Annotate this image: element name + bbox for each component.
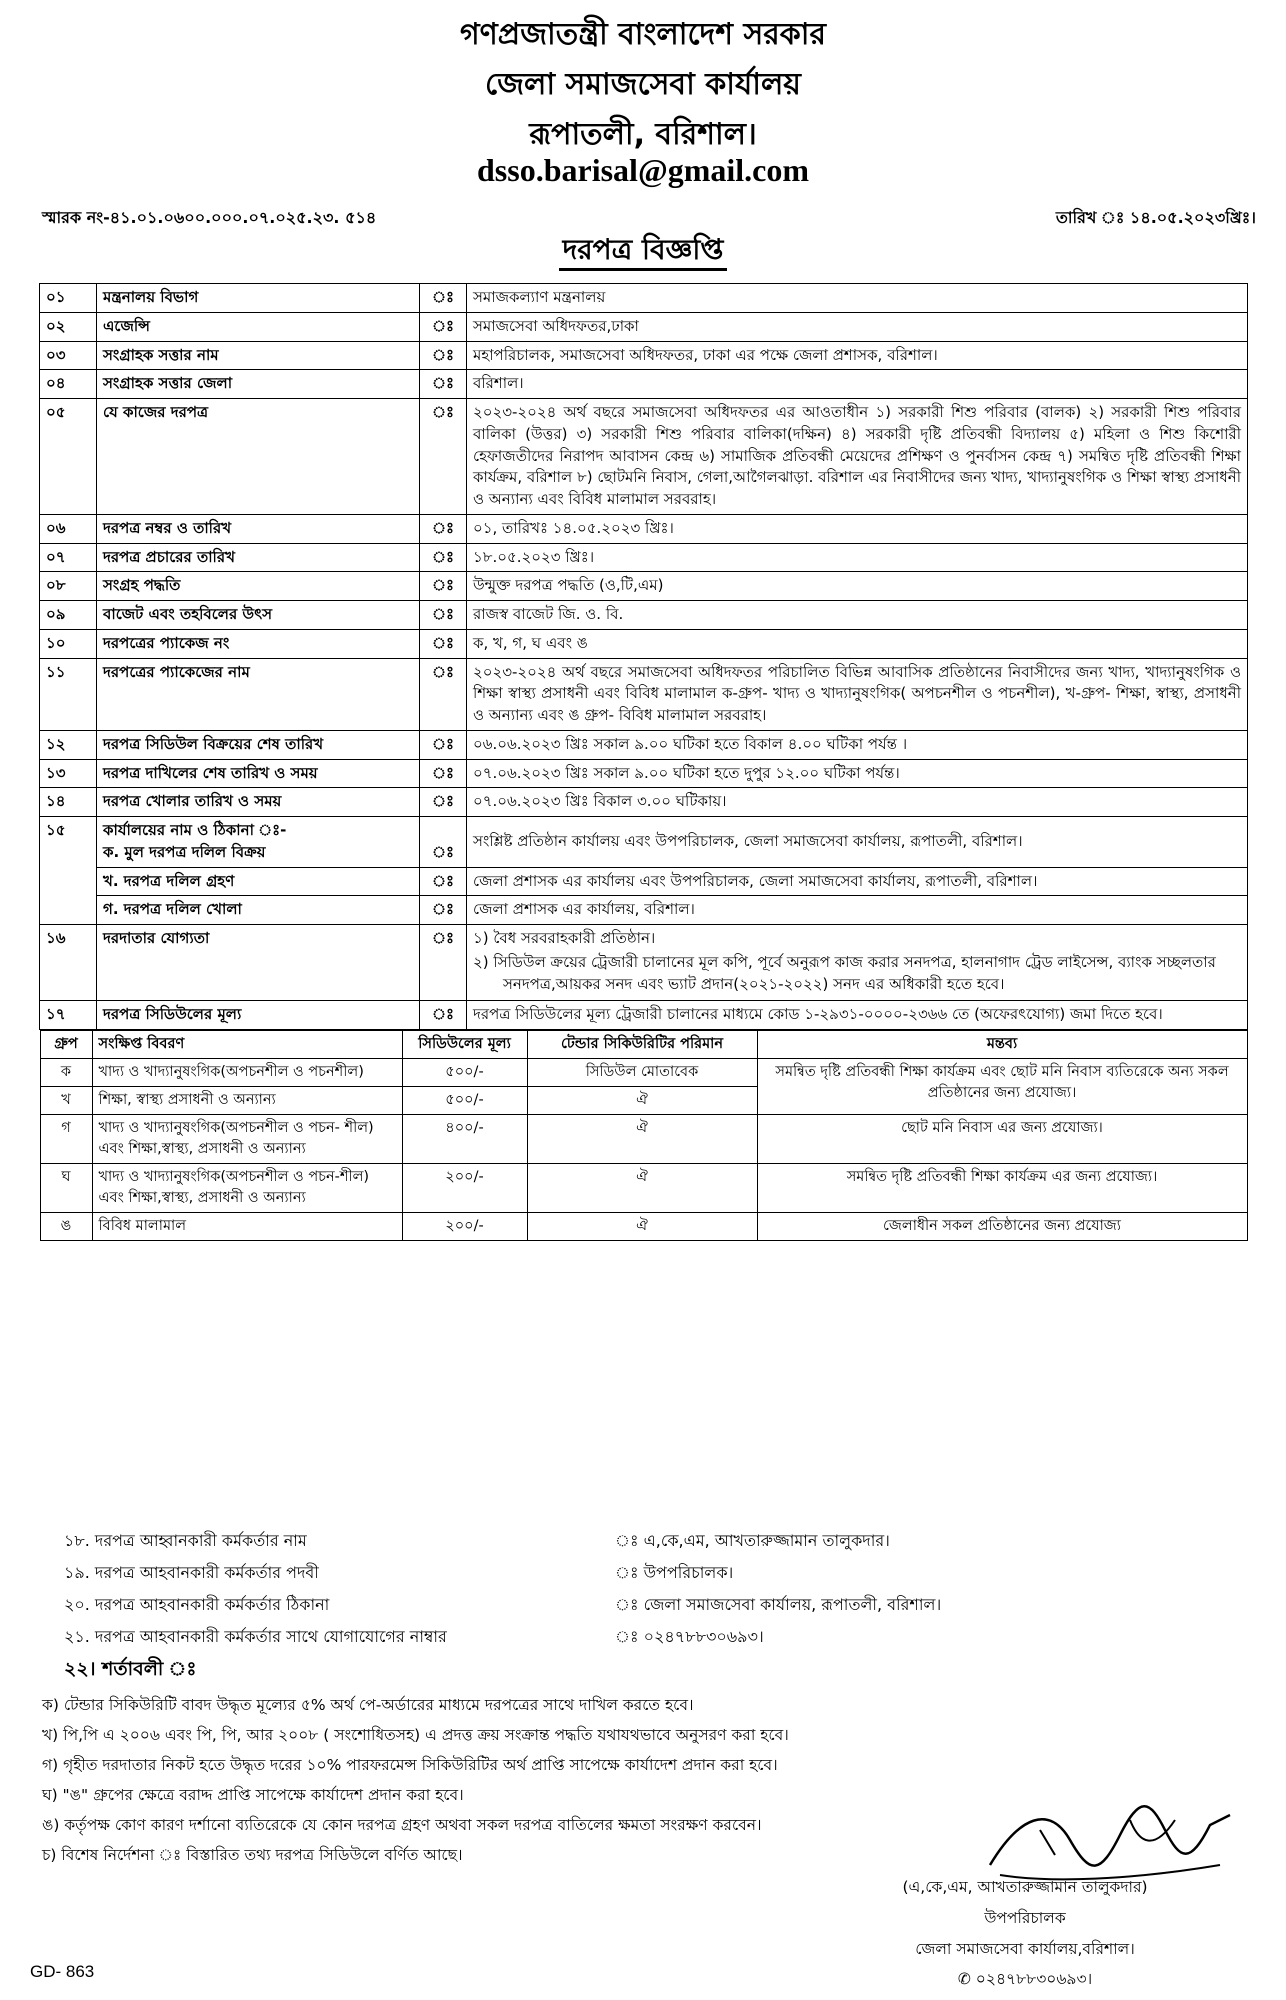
qualification-item: ২) সিডিউল ক্রয়ের ট্রেজারী চালানের মূল কপি, পূর্বে অনুরূপ কাজ করার সনদপত্র, হালনাগাদ ট্রেড লাইসেন্স, ব্যাংক সচ্ছলতার সনদপত্র,আয়কর সনদ এবং ভ্যাট প্রদান(২০২১-২০২২) সনদ এর অধিকারী হতে হবে। [473,952,1216,993]
row-label: মন্ত্রনালয় বিভাগ [97,284,420,313]
condition-item: ক) টেন্ডার সিকিউরিটি বাবদ উদ্ধৃত মূল্যের ৫% অর্থ পে-অর্ডারের মাধ্যমে দরপত্রের সাথে দাখিল করতে হবে। [42,1696,694,1714]
header-price: সিডিউলের মূল্য [402,1031,527,1059]
header-security: টেন্ডার সিকিউরিটির পরিমান [527,1031,757,1059]
row-value: সমাজসেবা অধিদফতর,ঢাকা [467,312,1248,341]
group-description: খাদ্য ও খাদ্যানুষংগিক(অপচনশীল ও পচন- শীল) এবং শিক্ষা,স্বাস্থ্য, প্রসাধনী ও অন্যান্য [92,1115,402,1164]
row-label [97,817,420,868]
row-number: ০৯ [40,601,97,630]
officer-contact-value: ঃ ০২৪৭৮৮৩০৬৯৩। [615,1627,764,1646]
colon: ঃ [420,867,467,896]
notice-title: দরপত্র বিজ্ঞপ্তি [0,228,1286,275]
qualification-item: ১) বৈধ সরবরাহকারী প্রতিষ্ঠান। [473,929,656,947]
row-label: দরপত্র সিডিউলের মূল্য [97,1001,420,1030]
table-row [40,817,1248,868]
colon: ঃ [420,284,467,313]
group-table [40,1030,1248,1241]
table-row [40,925,1248,1001]
officer-designation-label: ১৯. দরপত্র আহবানকারী কর্মকর্তার পদবী [64,1563,319,1582]
group-security: ঐ [527,1164,757,1213]
table-row [40,399,1248,515]
row-label: বাজেট এবং তহবিলের উৎস [97,601,420,630]
row-label: দরপত্রের প্যাকেজ নং [97,629,420,658]
row-label: সংগ্রহ পদ্ধতি [97,572,420,601]
office-heading: কার্যালয়ের নাম ও ঠিকানা ঃ- [103,821,287,839]
officer-name-value: ঃ এ,কে,এম, আখতারুজ্জামান তালুকদার। [615,1531,890,1550]
table-row [40,284,1248,313]
group-price: ২০০/- [402,1213,527,1241]
officer-address-value: ঃ জেলা সমাজসেবা কার্যালয়, রূপাতলী, বরিশাল। [615,1595,942,1614]
row-number: ০২ [40,312,97,341]
group-remark: জেলাধীন সকল প্রতিষ্ঠানের জন্য প্রযোজ্য [757,1213,1247,1241]
officer-address-label: ২০. দরপত্র আহবানকারী কর্মকর্তার ঠিকানা [64,1595,330,1614]
group-remark: সমন্বিত দৃষ্টি প্রতিবন্ধী শিক্ষা কার্যক্রম এর জন্য প্রযোজ্য। [757,1164,1247,1213]
colon: ঃ [420,896,467,925]
officer-contact-label: ২১. দরপত্র আহবানকারী কর্মকর্তার সাথে যোগাযোগের নাম্বার [64,1627,447,1646]
header-remark: মন্তব্য [757,1031,1247,1059]
row-number: ১৭ [40,1001,97,1030]
group-price: ২০০/- [402,1164,527,1213]
colon: ঃ [420,370,467,399]
row-label: সংগ্রাহক সত্তার জেলা [97,370,420,399]
table-row [40,543,1248,572]
colon: ঃ [420,601,467,630]
row-label: দরদাতার যোগ্যতা [97,925,420,1001]
row-label: গ. দরপত্র দলিল খোলা [97,896,420,925]
tender-table [39,283,1248,1241]
header-group: গ্রুপ [40,1031,92,1059]
signatory-phone: ✆ ০২৪৭৮৮৩০৬৯৩। [957,1970,1093,1988]
office-email: dsso.barisal@gmail.com [477,152,809,188]
colon: ঃ [420,788,467,817]
colon: ঃ [420,658,467,730]
colon: ঃ [420,399,467,515]
table-row [40,867,1248,896]
row-number: ১২ [40,730,97,759]
group-code: ঙ [40,1213,92,1241]
row-number: ১১ [40,658,97,730]
signature-mark [980,1795,1240,1885]
group-code: ক [40,1059,92,1087]
row-label: দরপত্র নম্বর ও তারিখ [97,514,420,543]
signatory-name: (এ,কে,এম, আখতারুজ্জামান তালুকদার) [902,1878,1148,1896]
colon: ঃ [420,759,467,788]
row-label: এজেন্সি [97,312,420,341]
signatory-designation: উপপরিচালক [984,1909,1066,1927]
row-value: ০১, তারিখঃ ১৪.০৫.২০২৩ খ্রিঃ। [467,514,1248,543]
group-security: ঐ [527,1115,757,1164]
row-label: দরপত্র খোলার তারিখ ও সময় [97,788,420,817]
row-number: ০৩ [40,341,97,370]
colon: ঃ [420,730,467,759]
row-number: ০৮ [40,572,97,601]
table-row [40,1059,1247,1087]
row-value: সংশ্লিষ্ট প্রতিষ্ঠান কার্যালয় এবং উপপরিচালক, জেলা সমাজসেবা কার্যালয়, রূপাতলী, বরিশাল। [467,817,1248,868]
header-description: সংক্ষিপ্ত বিবরণ [92,1031,402,1059]
group-price: ৫০০/- [402,1087,527,1115]
row-label: দরপত্রের প্যাকেজের নাম [97,658,420,730]
row-value: বরিশাল। [467,370,1248,399]
table-row [40,658,1248,730]
row-value [467,925,1248,1001]
colon: ঃ [420,572,467,601]
group-code: খ [40,1087,92,1115]
govt-title: গণপ্রজাতন্ত্রী বাংলাদেশ সরকার [460,17,826,52]
table-row [40,341,1248,370]
group-description: বিবিধ মালামাল [92,1213,402,1241]
row-number: ০৬ [40,514,97,543]
group-remark: সমন্বিত দৃষ্টি প্রতিবন্ধী শিক্ষা কার্যক্রম এবং ছোট মনি নিবাস ব্যতিরেকে অন্য সকল প্রতিষ্ঠানের জন্য প্রযোজ্য। [757,1059,1247,1115]
office-location: রূপাতলী, বরিশাল। [529,117,757,152]
colon: ঃ [420,817,467,868]
group-table-header [40,1031,1247,1059]
colon: ঃ [420,629,467,658]
row-number: ০১ [40,284,97,313]
table-row [40,1213,1247,1241]
row-number: ০৫ [40,399,97,515]
group-description: খাদ্য ও খাদ্যানুষংগিক(অপচনশীল ও পচন-শীল) এবং শিক্ষা,স্বাস্থ্য, প্রসাধনী ও অন্যান্য [92,1164,402,1213]
sale-label: ক. মুল দরপত্র দলিল বিক্রয় [103,842,266,861]
notice-date: তারিখ ঃ ১৪.০৫.২০২৩খ্রিঃ। [1055,208,1256,227]
table-row [40,370,1248,399]
group-code: গ [40,1115,92,1164]
officer-designation-value: ঃ উপপরিচালক। [615,1563,734,1582]
group-price: ৫০০/- [402,1059,527,1087]
table-row [40,514,1248,543]
row-number: ১৩ [40,759,97,788]
signatory-office: জেলা সমাজসেবা কার্যালয়,বরিশাল। [915,1940,1135,1958]
row-value: ০৭.০৬.২০২৩ খ্রিঃ বিকাল ৩.০০ ঘটিকায়। [467,788,1248,817]
condition-item: ঘ) "ঙ" গ্রুপের ক্ষেত্রে বরাদ্দ প্রাপ্তি সাপেক্ষে কার্যাদেশ প্রদান করা হবে। [42,1786,464,1804]
row-label: খ. দরপত্র দলিল গ্রহণ [97,867,420,896]
row-number: ১৫ [40,817,97,925]
group-security: ঐ [527,1087,757,1115]
row-label: দরপত্র দাখিলের শেষ তারিখ ও সময় [97,759,420,788]
group-description: শিক্ষা, স্বাস্থ্য প্রসাধনী ও অন্যান্য [92,1087,402,1115]
condition-item: খ) পি,পি এ ২০০৬ এবং পি, পি, আর ২০০৮ ( সংশোধিতসহ) এ প্রদত্ত ক্রয় সংক্রান্ত পদ্ধতি যথাযথভাবে অনুসরণ করা হবে। [42,1726,789,1744]
row-value: ২০২৩-২০২৪ অর্থ বছরে সমাজসেবা অধিদফতর এর আওতাধীন ১) সরকারী শিশু পরিবার (বালক) ২) সরকারী শিশু পরিবার বালিকা (উত্তর) ৩) সরকারী শিশু পরিবার বালিকা(দক্ষিন) ৪) সরকারী দৃষ্টি প্রতিবন্ধী বিদ্যালয় ৫) মহিলা ও শিশু কিশোরী হেফাজতীদের নিরাপদ আবাসন কেন্দ্র ৬) সামাজিক প্রতিবন্ধী মেয়েদের প্রশিক্ষণ ও পুনর্বাসন কেন্দ্র ৭) সমন্বিত দৃষ্টি প্রতিবন্ধী শিক্ষা কার্যক্রম, বরিশাল ৮) ছোটমনি নিবাস, গেলা,আগৈলঝাড়া. বরিশাল এর নিবাসীদের জন্য খাদ্য, খাদ্যানুষংগিক ও শিক্ষা স্বাস্থ্য প্রসাধনী ও অন্যান্য এবং বিবিধ মালামাল সরবরাহ। [467,399,1248,515]
gd-code: GD- 863 [30,1962,95,1981]
row-number: ১৪ [40,788,97,817]
condition-item: চ) বিশেষ নির্দেশনা ঃ বিস্তারিত তথ্য দরপত্র সিডিউলে বর্ণিত আছে। [42,1846,463,1864]
row-label: সংগ্রাহক সত্তার নাম [97,341,420,370]
row-value: ২০২৩-২০২৪ অর্থ বছরে সমাজসেবা অধিদফতর পরিচালিত বিভিন্ন আবাসিক প্রতিষ্ঠানের নিবাসীদের জন্য খাদ্য, খাদ্যানুষংগিক ও শিক্ষা স্বাস্থ্য প্রসাধনী এবং বিবিধ মালামাল ক-গ্রুপ- খাদ্য ও খাদ্যানুষংগিক( অপচনশীল ও পচনশীল), খ-গ্রুপ- শিক্ষা, স্বাস্থ্য, প্রসাধনী ও অন্যান্য এবং ঙ গ্রুপ- বিবিধ মালামাল সরবরাহ। [467,658,1248,730]
row-value: ক, খ, গ, ঘ এবং ঙ [467,629,1248,658]
table-row [40,1164,1247,1213]
row-value: সমাজকল্যাণ মন্ত্রনালয় [467,284,1248,313]
table-row [40,759,1248,788]
row-value: জেলা প্রশাসক এর কার্যালয়, বরিশাল। [467,896,1248,925]
table-row [40,572,1248,601]
colon: ঃ [420,514,467,543]
officer-name-label: ১৮. দরপত্র আহ্বানকারী কর্মকর্তার নাম [64,1531,307,1550]
row-number: ১০ [40,629,97,658]
group-remark: ছোট মনি নিবাস এর জন্য প্রযোজ্য। [757,1115,1247,1164]
row-label: যে কাজের দরপত্র [97,399,420,515]
row-value: মহাপরিচালক, সমাজসেবা অধিদফতর, ঢাকা এর পক্ষে জেলা প্রশাসক, বরিশাল। [467,341,1248,370]
table-row [40,1115,1247,1164]
table-row [40,896,1248,925]
colon: ঃ [420,1001,467,1030]
row-label: দরপত্র সিডিউল বিক্রয়ের শেষ তারিখ [97,730,420,759]
row-value: ১৮.০৫.২০২৩ খ্রিঃ। [467,543,1248,572]
group-security: ঐ [527,1213,757,1241]
colon: ঃ [420,341,467,370]
group-security: সিডিউল মোতাবেক [527,1059,757,1087]
group-price: ৪০০/- [402,1115,527,1164]
condition-item: গ) গৃহীত দরদাতার নিকট হতে উদ্ধৃত দরের ১০% পারফরমেন্স সিকিউরিটির অর্থ প্রাপ্তি সাপেক্ষে কার্যাদেশ প্রদান করা হবে। [42,1756,778,1774]
table-row [40,312,1248,341]
table-row [40,730,1248,759]
row-label: দরপত্র প্রচারের তারিখ [97,543,420,572]
group-table-row [40,1030,1248,1242]
conditions-title: ২২। শর্তাবলী ঃ [64,1658,197,1680]
row-value: উন্মুক্ত দরপত্র পদ্ধতি (ও,টি,এম) [467,572,1248,601]
row-number: ০৭ [40,543,97,572]
row-value: দরপত্র সিডিউলের মূল্য ট্রেজারী চালানের মাধ্যমে কোড ১-২৯৩১-০০০০-২৩৬৬ তে (অফেরৎযোগ্য) জমা দিতে হবে। [467,1001,1248,1030]
table-row [40,788,1248,817]
colon: ঃ [420,925,467,1001]
colon: ঃ [420,312,467,341]
table-row [40,601,1248,630]
row-value: ০৬.০৬.২০২৩ খ্রিঃ সকাল ৯.০০ ঘটিকা হতে বিকাল ৪.০০ ঘটিকা পর্যন্ত । [467,730,1248,759]
row-value: রাজস্ব বাজেট জি. ও. বি. [467,601,1248,630]
table-row [40,629,1248,658]
row-value: ০৭.০৬.২০২৩ খ্রিঃ সকাল ৯.০০ ঘটিকা হতে দুপুর ১২.০০ ঘটিকা পর্যন্ত। [467,759,1248,788]
condition-item: ঙ) কর্তৃপক্ষ কোণ কারণ দর্শানো ব্যতিরেকে যে কোন দরপত্র গ্রহণ অথবা সকল দরপত্র বাতিলের ক্ষমতা সংরক্ষণ করবেন। [42,1816,762,1834]
row-number: ০৪ [40,370,97,399]
row-value: জেলা প্রশাসক এর কার্যালয় এবং উপপরিচালক, জেলা সমাজসেবা কার্যালয, রূপাতলী, বরিশাল। [467,867,1248,896]
office-title: জেলা সমাজসেবা কার্যালয় [485,67,801,102]
group-description: খাদ্য ও খাদ্যানুষংগিক(অপচনশীল ও পচনশীল) [92,1059,402,1087]
group-code: ঘ [40,1164,92,1213]
table-row [40,1001,1248,1030]
row-number: ১৬ [40,925,97,1001]
colon: ঃ [420,543,467,572]
memo-number: স্মারক নং-৪১.০১.০৬০০.০০০.০৭.০২৫.২৩. ৫১৪ [42,208,377,227]
